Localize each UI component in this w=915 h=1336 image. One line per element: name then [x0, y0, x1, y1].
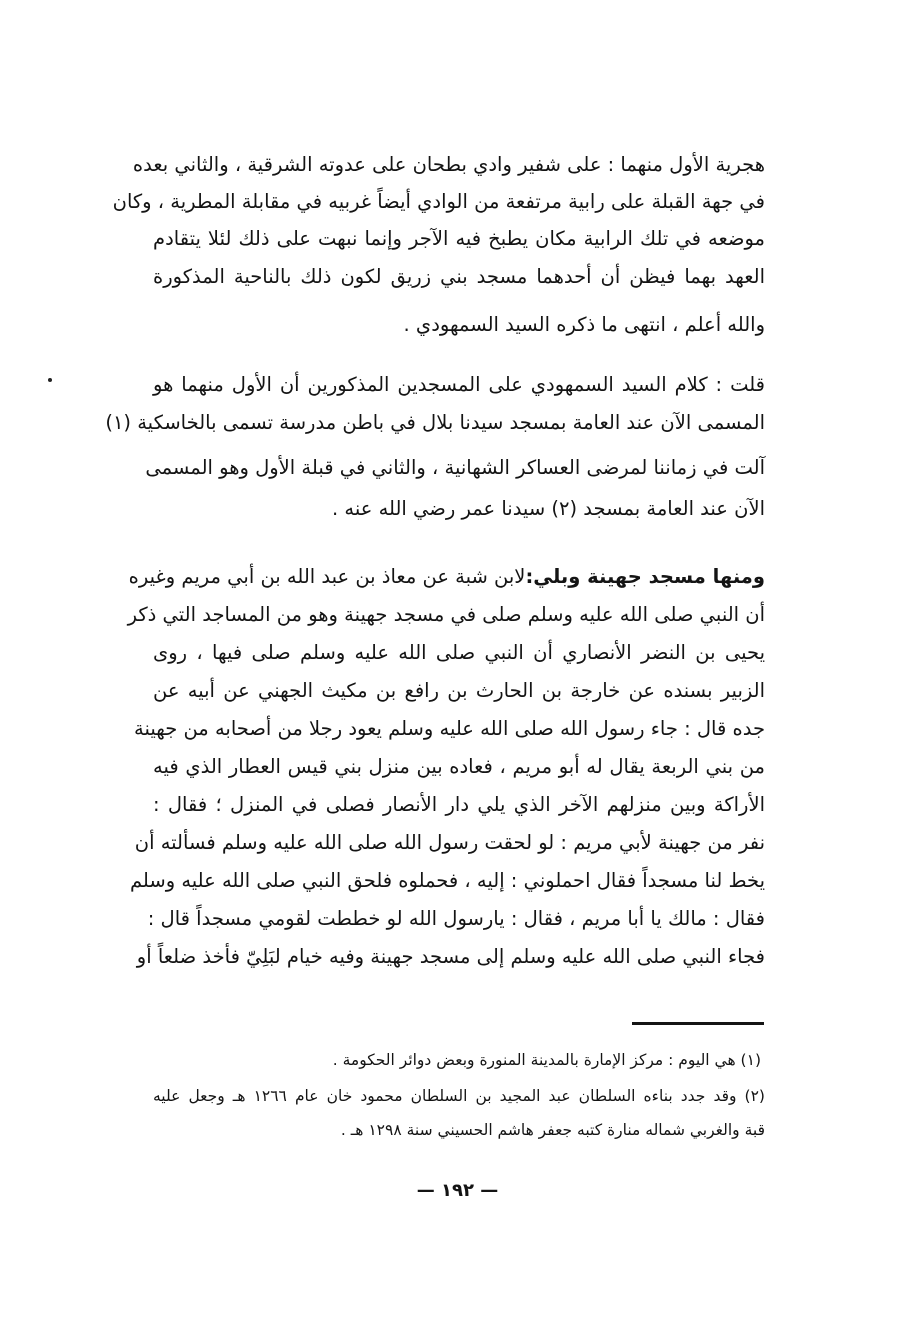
- body-line: فقال : مالك يا أبا مريم ، فقال : يارسول الله لو خططت لقومي مسجداً قال :: [147, 907, 765, 930]
- scan-speck: [48, 378, 52, 382]
- body-line: أن النبي صلى الله عليه وسلم صلى في مسجد جهينة وهو من المساجد التي ذكر: [127, 603, 765, 626]
- body-line: في جهة القبلة على رابية مرتفعة من الوادي أيضاً غربيه في مقابلة المطرية ، وكان: [112, 190, 765, 213]
- body-line: الزبير بسنده عن خارجة بن الحارث بن رافع بن مكيث الجهني عن أبيه عن: [153, 679, 765, 702]
- body-line: فجاء النبي صلى الله عليه وسلم إلى مسجد جهينة وفيه خيام لبَلِيّ فأخذ ضلعاً أو: [136, 945, 765, 968]
- body-line: والله أعلم ، انتهى ما ذكره السيد السمهودي .: [403, 313, 765, 336]
- section-heading: ومنها مسجد جهينة وبلي:: [525, 565, 765, 588]
- body-line: الأراكة وبين منزلهم الآخر الذي يلي دار الأنصار فصلى في المنزل ؛ فقال :: [153, 793, 765, 816]
- body-line: قلت : كلام السيد السمهودي على المسجدين المذكورين أن الأول منهما هو: [153, 373, 765, 396]
- body-line: جده قال : جاء رسول الله صلى الله عليه وسلم يعود رجلا من أصحابه من جهينة: [134, 717, 765, 740]
- body-line: المسمى الآن عند العامة بمسجد سيدنا بلال في باطن مدرسة تسمى بالخاسكية (١): [105, 411, 765, 434]
- body-line: يحيى بن النضر الأنصاري أن النبي صلى الله عليه وسلم صلى فيها ، روى: [153, 641, 765, 664]
- paragraph-lead-line: [128, 560, 765, 594]
- body-line: موضعه في تلك الرابية مكان يطبخ فيه الآجر وإنما نبهت على ذلك لئلا يتقادم: [153, 227, 765, 250]
- body-line: العهد بهما فيظن أن أحدهما مسجد بني زريق لكون ذلك بالناحية المذكورة: [153, 265, 765, 288]
- body-line: يخط لنا مسجداً فقال احملوني : إليه ، فحملوه فلحق النبي صلى الله عليه وسلم: [129, 869, 765, 892]
- body-line: الآن عند العامة بمسجد (٢) سيدنا عمر رضي الله عنه .: [332, 497, 765, 520]
- footnote-2-line-1: (٢) وقد جدد بناءه السلطان عبد المجيد بن السلطان محمود خان عام ١٢٦٦ هـ وجعل عليه: [153, 1087, 765, 1105]
- body-line: هجرية الأول منهما : على شفير وادي بطحان على عدوته الشرقية ، والثاني بعده: [132, 153, 765, 176]
- footnote-2-line-2: قبة والغربي شماله منارة كتبه جعفر هاشم الحسيني سنة ١٢٩٨ هـ .: [340, 1121, 765, 1139]
- body-text: لابن شبة عن معاذ بن عبد الله بن أبي مريم وغيره: [128, 565, 526, 588]
- footnote-1: (١) هي اليوم : مركز الإمارة بالمدينة المنورة وبعض دوائر الحكومة .: [332, 1051, 761, 1069]
- body-line: نفر من جهينة لأبي مريم : لو لحقت رسول الله صلى الله عليه وسلم فسألته أن: [134, 831, 765, 854]
- footnote-separator: [632, 1022, 764, 1025]
- page-number: — ١٩٢ —: [416, 1180, 499, 1201]
- body-line: آلت في زماننا لمرضى العساكر الشهانية ، والثاني في قبلة الأول وهو المسمى: [145, 456, 765, 479]
- body-line: من بني الربعة يقال له أبو مريم ، فعاده بين منزل بني قيس العطار الذي فيه: [153, 755, 765, 778]
